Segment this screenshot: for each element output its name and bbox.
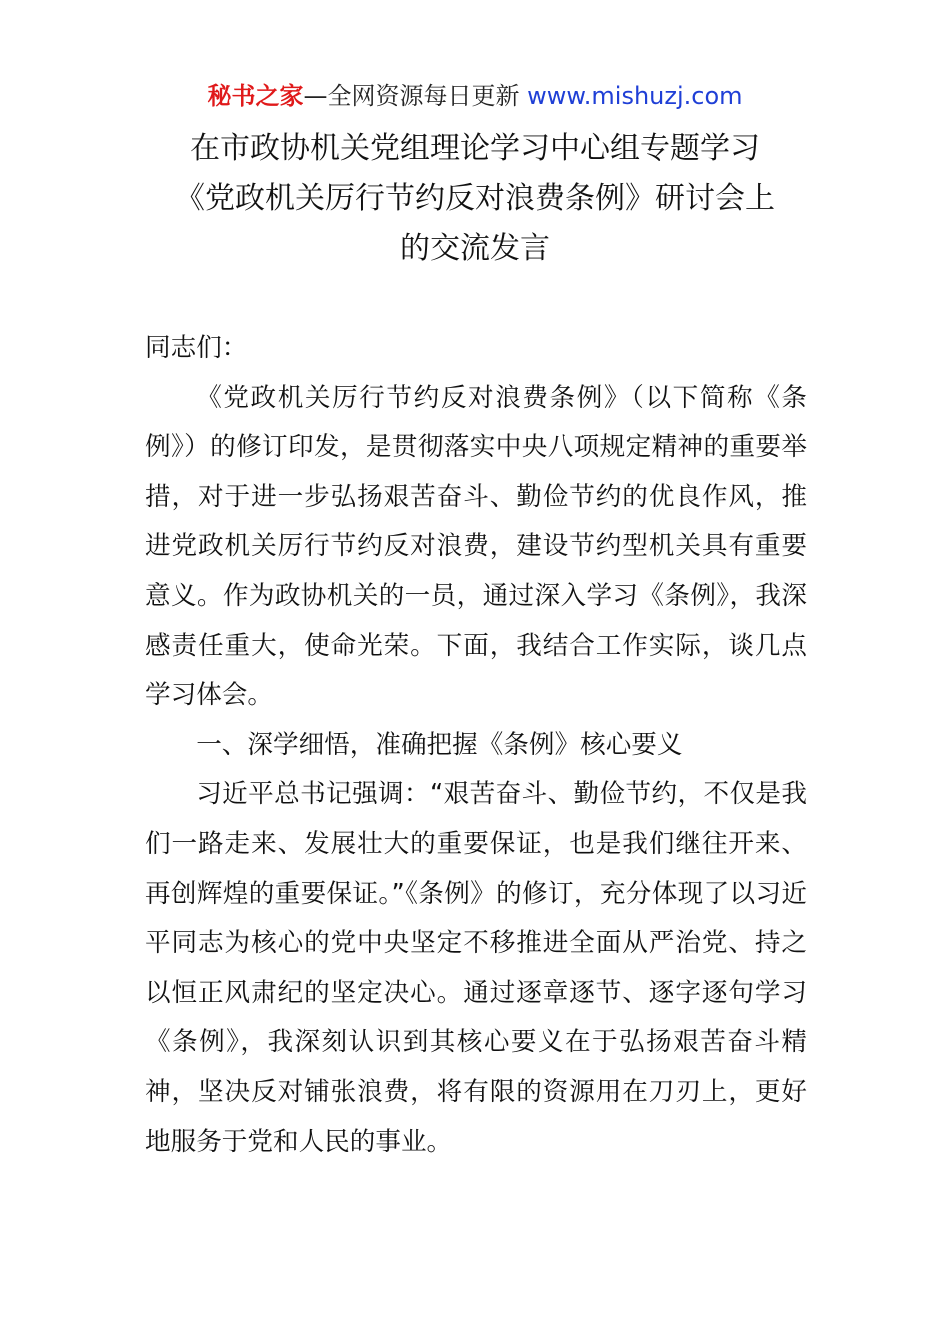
document-title (150, 124, 800, 274)
document-body (145, 324, 807, 1167)
site-header (0, 80, 950, 112)
title-line-2: 《党政机关厉行节约反对浪费条例》研讨会上 (175, 181, 775, 216)
header-tagline: —全网资源每日更新 (303, 82, 520, 110)
title-line-1: 在市政协机关党组理论学习中心组专题学习 (190, 131, 760, 166)
section-heading-1: 一、深学细悟，准确把握《条例》核心要义 (196, 729, 683, 760)
paragraph-intro: 《党政机关厉行节约反对浪费条例》（以下简称《条例》）的修订印发，是贯彻落实中央八项规定精神的重要举措，对于进一步弘扬艰苦奋斗、勤俭节约的优良作风，推进党政机关厉行节约反对浪费，建设节约型机关具有重要意义。作为政协机关的一员，通过深入学习《条例》，我深感责任重大，使命光荣。下面，我结合工作实际，谈几点学习体会。 (145, 382, 807, 711)
brand-name: 秘书之家 (207, 82, 304, 110)
site-url-link[interactable]: www.mishuzj.com (527, 82, 743, 110)
title-line-3: 的交流发言 (400, 231, 550, 266)
salutation: 同志们： (145, 333, 248, 363)
paragraph-section-1: 习近平总书记强调：“艰苦奋斗、勤俭节约，不仅是我们一路走来、发展壮大的重要保证，也是我们继往开来、再创辉煌的重要保证。”《条例》的修订，充分体现了以习近平同志为核心的党中央坚定不移推进全面从严治党、持之以恒正风肃纪的坚定决心。通过逐章逐节、逐字逐句学习《条例》，我深刻认识到其核心要义在于弘扬艰苦奋斗精神，坚决反对铺张浪费，将有限的资源用在刀刃上，更好地服务于党和人民的事业。 (145, 779, 807, 1157)
